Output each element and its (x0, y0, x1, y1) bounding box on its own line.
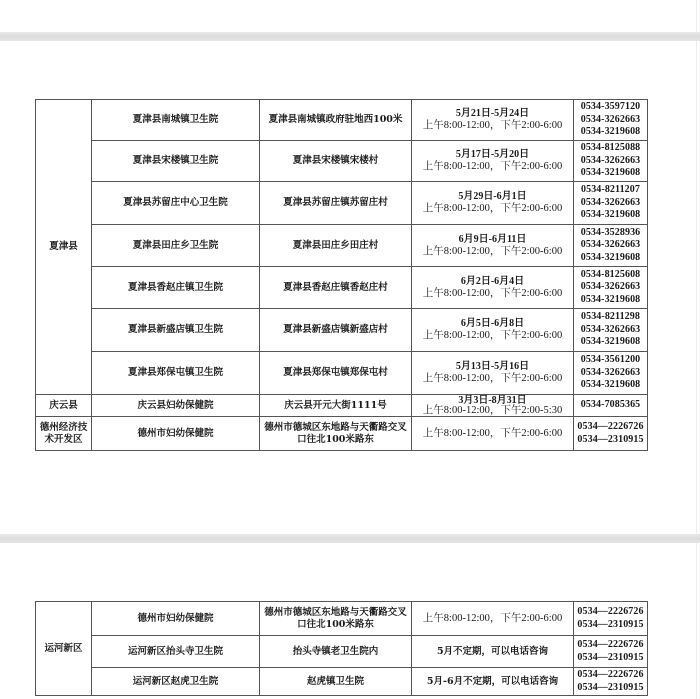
date-range: 6月9日-6月11日 (458, 233, 527, 245)
address-cell: 德州市德城区东地路与天衢路交叉口往北100米路东 (260, 417, 412, 451)
table-row (36, 395, 648, 417)
phone-number: 0534-3262663 (580, 323, 641, 335)
phone-cell (574, 267, 648, 309)
phone-number: 0534-3262663 (580, 113, 641, 125)
address-cell: 夏津县宋楼镇宋楼村 (260, 141, 412, 182)
hours-cell (412, 417, 574, 451)
phone-number: 0534-3219608 (580, 336, 641, 348)
table-row (36, 636, 648, 668)
phone-number: 0534—2226726 (577, 639, 644, 650)
region-cell: 运河新区 (36, 602, 92, 696)
institution-cell: 夏津县香赵庄镇卫生院 (92, 267, 260, 309)
table-row (36, 602, 648, 636)
phone-number: 0534-3262663 (580, 366, 641, 378)
date-range: 5月29日-6月1日 (458, 191, 527, 202)
hours-cell (412, 309, 574, 352)
phone-number: 0534-3219608 (580, 167, 641, 179)
institution-cell: 运河新区抬头寺卫生院 (92, 636, 260, 668)
address-cell: 夏津县郑保屯镇郑保屯村 (260, 352, 412, 395)
phone-number: 0534-8211298 (581, 311, 640, 323)
hours-cell (412, 225, 574, 267)
address-cell: 夏津县田庄乡田庄村 (260, 225, 412, 267)
phone-cell (574, 636, 648, 668)
phone-cell (574, 182, 648, 225)
hours-cell (412, 352, 574, 395)
phone-number: 0534—2226726 (577, 669, 644, 680)
hours-cell: 5月-6月不定期，可以电话咨询 (412, 668, 574, 696)
address-cell: 抬头寺镇老卫生院内 (260, 636, 412, 668)
institution-cell: 夏津县苏留庄中心卫生院 (92, 182, 260, 225)
institution-cell: 夏津县宋楼镇卫生院 (92, 141, 260, 182)
institution-cell: 德州市妇幼保健院 (92, 602, 260, 636)
phone-number: 0534—2310915 (577, 651, 644, 663)
address-cell: 夏津县新盛店镇新盛店村 (260, 309, 412, 352)
phone-cell (574, 668, 648, 696)
hours-cell (412, 395, 574, 417)
table-row (36, 352, 648, 395)
hours-cell (412, 267, 574, 309)
address-cell: 夏津县苏留庄镇苏留庄村 (260, 182, 412, 225)
address-cell: 庆云县开元大街1111号 (260, 395, 412, 417)
time-range: 上午8:00-12:00，下午2:00-6:00 (422, 245, 563, 257)
time-range: 上午8:00-12:00，下午2:00-6:00 (422, 373, 563, 384)
hours-cell (412, 100, 574, 141)
hours-cell (412, 602, 574, 636)
clinic-schedule-table-1 (35, 99, 648, 451)
date-range: 3月3日-8月31日 (458, 394, 527, 406)
phone-number: 0534—2226726 (577, 421, 644, 432)
table-row (36, 141, 648, 182)
address-cell: 夏津县香赵庄镇香赵庄村 (260, 267, 412, 309)
phone-number: 0534-3219608 (580, 379, 641, 391)
phone-cell (574, 352, 648, 395)
phone-number: 0534-3528936 (580, 226, 641, 238)
institution-cell: 夏津县田庄乡卫生院 (92, 225, 260, 267)
phone-number: 0534—2310915 (577, 433, 644, 445)
phone-number: 0534—2226726 (577, 606, 644, 617)
phone-number: 0534-3262663 (580, 196, 641, 208)
time-range: 上午8:00-12:00，下午2:00-6:00 (422, 427, 563, 439)
date-range: 5月13日-5月16日 (455, 361, 530, 372)
phone-cell (574, 100, 648, 141)
table-row (36, 417, 648, 451)
region-cell: 夏津县 (36, 100, 92, 395)
date-range: 5月17日-5月20日 (455, 149, 530, 160)
date-range: 6月2日-6月4日 (460, 275, 525, 287)
clinic-schedule-table-2 (35, 601, 648, 696)
phone-cell (574, 309, 648, 352)
date-range: 5月21日-5月24日 (455, 108, 530, 119)
time-range: 上午8:00-12:00，下午2:00-6:00 (422, 161, 563, 172)
document-page-previous (0, 0, 697, 32)
table-row (36, 668, 648, 696)
phone-number: 0534-3597120 (580, 101, 641, 113)
time-range: 上午8:00-12:00，下午2:00-6:00 (422, 330, 563, 341)
phone-cell (574, 395, 648, 417)
phone-number: 0534-3561200 (580, 354, 641, 366)
time-range: 上午8:00-12:00，下午2:00-6:00 (422, 203, 563, 214)
table-row (36, 100, 648, 141)
date-range: 6月5日-6月8日 (460, 318, 525, 329)
institution-cell: 运河新区赵虎卫生院 (92, 668, 260, 696)
phone-number: 0534-3262663 (580, 239, 641, 251)
institution-cell: 德州市妇幼保健院 (92, 417, 260, 451)
institution-cell: 庆云县妇幼保健院 (92, 395, 260, 417)
phone-number: 0534-8125608 (580, 268, 641, 280)
phone-cell (574, 602, 648, 636)
page-separator (0, 534, 700, 543)
hours-cell (412, 141, 574, 182)
address-cell: 赵虎镇卫生院 (260, 668, 412, 696)
phone-number: 0534-3262663 (580, 281, 641, 293)
phone-number: 0534-7085365 (580, 399, 641, 411)
phone-number: 0534-8211207 (581, 184, 640, 196)
region-cell: 德州经济技术开发区 (36, 417, 92, 451)
institution-cell: 夏津县南城镇卫生院 (92, 100, 260, 141)
table-row (36, 182, 648, 225)
hours-cell (412, 182, 574, 225)
time-range: 上午8:00-12:00，下午2:00-6:00 (422, 120, 563, 131)
table-row (36, 309, 648, 352)
hours-cell: 5月不定期，可以电话咨询 (412, 636, 574, 668)
phone-cell (574, 225, 648, 267)
table-row (36, 225, 648, 267)
time-range: 上午8:00-12:00，下午2:00-6:00 (422, 287, 563, 299)
phone-number: 0534-3219608 (580, 293, 641, 305)
time-range: 上午8:00-12:00，下午2:00-6:00 (422, 612, 563, 624)
phone-number: 0534—2310915 (577, 681, 644, 693)
page-separator (0, 32, 700, 41)
region-cell: 庆云县 (36, 395, 92, 417)
phone-number: 0534-3219608 (580, 126, 641, 138)
phone-cell (574, 141, 648, 182)
phone-number: 0534-3219608 (580, 251, 641, 263)
phone-number: 0534-3219608 (580, 209, 641, 221)
phone-number: 0534—2310915 (577, 618, 644, 630)
phone-cell (574, 417, 648, 451)
address-cell: 德州市德城区东地路与天衢路交叉口往北100米路东 (260, 602, 412, 636)
institution-cell: 夏津县新盛店镇卫生院 (92, 309, 260, 352)
phone-number: 0534-8125088 (580, 142, 641, 154)
address-cell: 夏津县南城镇政府驻地西100米 (260, 100, 412, 141)
table-row (36, 267, 648, 309)
phone-number: 0534-3262663 (580, 154, 641, 166)
time-range: 上午8:00-12:00，下午2:00-5:30 (422, 404, 563, 416)
institution-cell: 夏津县郑保屯镇卫生院 (92, 352, 260, 395)
